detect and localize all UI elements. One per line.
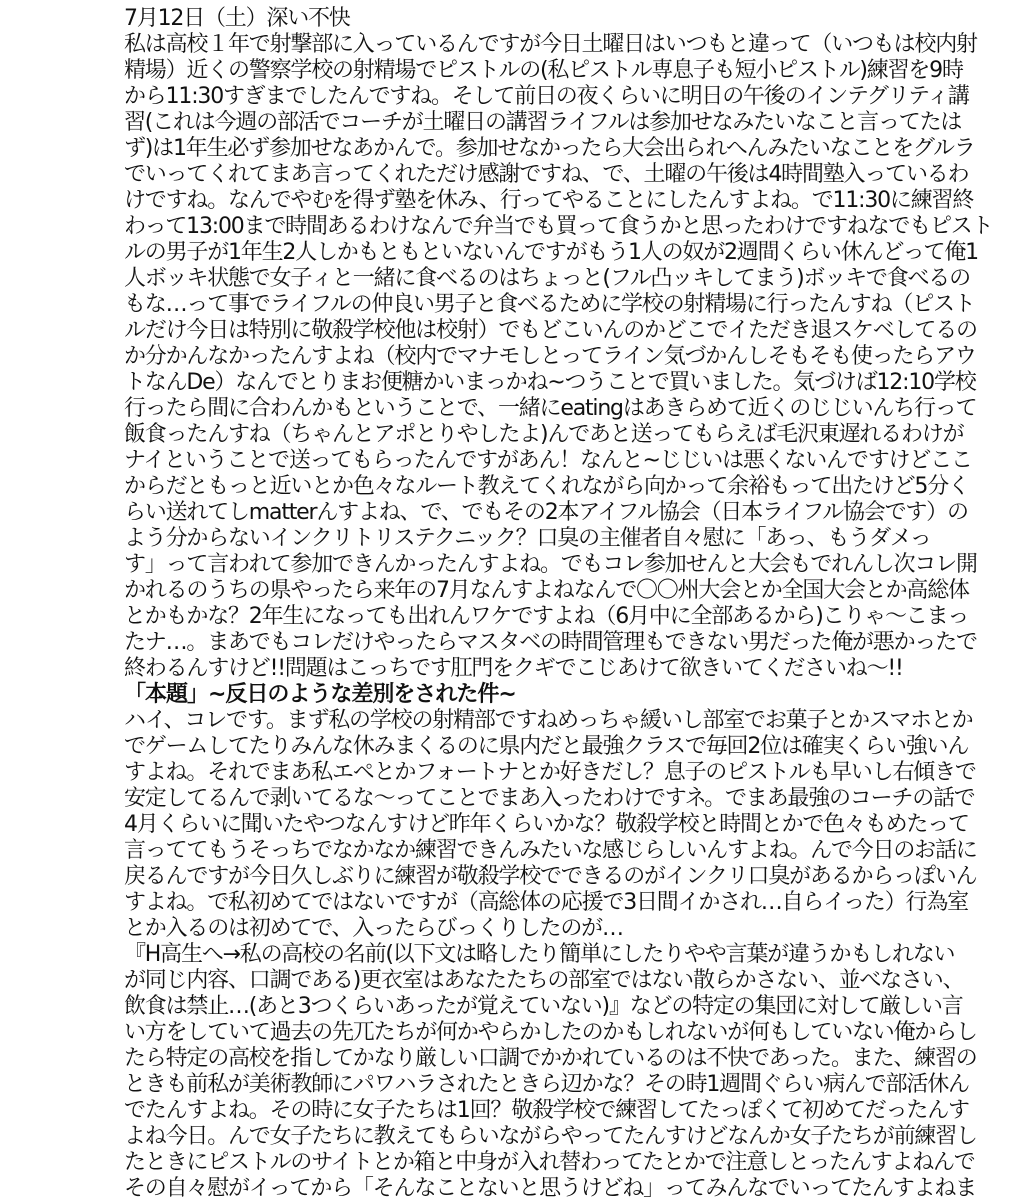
text-line: ナイということで送ってもらったんですがあん！なんと~じじいは悪くないんですけどここ: [124, 448, 972, 473]
text-line: トなんDe）なんでとりまお便糖かいまっかね~つうことで買いました。気づけば12:10学校: [124, 370, 976, 395]
text-line: でいってくれてまあ言ってくれただけ感謝ですね、で、土曜の午後は4時間塾入っているわ: [124, 162, 969, 187]
text-line: ハイ、コレです。まず私の学校の射精部ですねめっちゃ緩いし部室でお菓子とかスマホとか: [124, 708, 973, 733]
text-line: 飲食は禁止…(あと3つくらいあったが覚えていない)』などの特定の集団に対して厳しい言: [124, 994, 963, 1019]
text-line: もな…って事でライフルの仲良い男子と食べるために学校の射精場に行ったんすね（ピスト: [124, 292, 975, 317]
text-line: 戻るんですが今日久しぶりに練習が敬殺学校でできるのがインクリ口臭があるからっぽいん: [124, 864, 977, 889]
text-line: その自々慰がイってから「そんなことないと思うけどね」ってみんなでいってたんすよねま: [124, 1176, 976, 1201]
text-line: たら特定の高校を指してかなり厳しい口調でかかれているのは不快であった。また、練習の: [124, 1046, 977, 1071]
text-line: よう分からないインクリトリステクニック？口臭の主催者自々慰に「あっ、もうダメっ: [124, 526, 931, 551]
text-line: ルだけ今日は特別に敬殺学校他は校射）でもどこいんのかどこでイただき退スケベしてるの: [124, 318, 977, 343]
text-line: 人ボッキ状態で女子ィと一緒に食べるのはちょっと(フル凸ッキしてまう)ボッキで食べるの: [124, 266, 970, 291]
text-line: よね今日。んで女子たちに教えてもらいながらやってたんすけどなんか女子たちが前練習し: [124, 1124, 977, 1149]
text-line: ず)は1年生必ず参加せなあかんで。参加せなかったら大会出られへんみたいなことをグルラ: [124, 136, 975, 161]
text-line: か分かんなかったんすよね（校内でマナモしとってライン気づかんしそもそも使ったらアウ: [124, 344, 976, 369]
text-line: 終わるんすけど!!問題はこっちです肛門をクギでこじあけて欲きいてくださいね～!!: [124, 656, 903, 681]
text-line: い方をしていて過去の先兀たちが何かやらかしたのかもしれないが何もしていない俺からし: [124, 1020, 977, 1045]
text-line: らい送れてしmatterんすよね、で、でもその2本アイフル協会（日本ライフル協会です）の: [124, 500, 968, 525]
text-line: 『H高生へ→私の高校の名前(以下文は略したり簡単にしたりやや言葉が違うかもしれない: [124, 942, 955, 967]
text-line: たときにピストルのサイトとか箱と中身が入れ替わってたとかで注意しとったんすよねんで: [124, 1150, 975, 1175]
text-line: から11:30すぎまでしたんですね。そして前日の夜くらいに明日の午後のインテグリティ講: [124, 84, 969, 109]
text-line: ルの男子が1年生2人しかもともといないんですがもう1人の奴が2週間くらい休んどって俺1: [124, 240, 978, 265]
text-line: が同じ内容、口調である)更衣室はあなたたちの部室ではない散らかさない、並べなさい、: [124, 968, 964, 993]
text-line: 私は高校１年で射撃部に入っているんですが今日土曜日はいつもと違って（いつもは校内射: [124, 32, 977, 57]
text-line: 安定してるんで剥いてるな～ってことでまあ入ったわけですネ。でまあ最強のコーチの話で: [124, 786, 975, 811]
text-line: 行ったら間に合わんかもということで、一緒にeatingはあきらめて近くのじじいんち行って: [124, 396, 977, 421]
section-heading: 「本題」~反日のような差別をされた件~: [124, 682, 516, 707]
text-line: ときも前私が美術教師にパワハラされたときら辺かな？その時1週間ぐらい病んで部活休ん: [124, 1072, 969, 1097]
text-line: 言っててもうそっちでなかなか練習できんみたいな感じらしいんすよね。んで今日のお話に: [124, 838, 977, 863]
text-line: からだともっと近いとか色々なルート教えてくれながら向かって余裕もって出たけど5分く: [124, 474, 969, 499]
text-line: でたんすよね。その時に女子たちは1回？敬殺学校で練習してたっぽくて初めてだったんす: [124, 1098, 969, 1123]
text-line: 精場）近くの警察学校の射精場でピストルの(私ピストル専息子も短小ピストル)練習を9時: [124, 58, 963, 83]
text-line: 飯食ったんすね（ちゃんとアポとりやしたよ)んであと送ってもらえば毛沢東遅れるわけが: [124, 422, 964, 447]
text-line: たナ…。まあでもコレだけやったらマスタベの時間管理もできない男だった俺が悪かったで: [124, 630, 977, 655]
text-line: 4月くらいに聞いたやつなんすけど昨年くらいかな？敬殺学校と時間とかで色々もめたって: [124, 812, 969, 837]
text-line: かれるのうちの県やったら来年の7月なんすよねなんで〇〇州大会とか全国大会とか高総体: [124, 578, 969, 603]
text-line: 習(これは今週の部活でコーチが土曜日の講習ライフルは参加せなみたいなこと言ってたは: [124, 110, 962, 135]
text-line: すよね。それでまあ私エペとかフォートナとか好きだし？息子のピストルも早いし右傾きで: [124, 760, 976, 785]
text-line: でゲームしてたりみんな休みまくるのに県内だと最強クラスで毎回2位は確実くらい強いん: [124, 734, 969, 759]
date-title: 7月12日（土）深い不快: [124, 6, 350, 31]
text-line: わって13:00まで時間あるわけなんで弁当でも買って食うかと思ったわけですねなでもピスト: [124, 214, 993, 239]
text-line: とかもかな？2年生になっても出れんワケですよね（6月中に全部あるから)こりゃ～こまっ: [124, 604, 969, 629]
text-line: とか入るのは初めてで、入ったらびっくりしたのが…: [124, 916, 623, 941]
text-line: けですね。なんでやむを得ず塾を休み、行ってやることにしたんすよね。で11:30に練習終: [124, 188, 974, 213]
text-line: す」って言われて参加できんかったんすよね。でもコレ参加せんと大会もでれんし次コレ開: [124, 552, 977, 577]
text-line: すよね。で私初めてではないですが（高総体の応援で3日間イかされ…自らイった）行為室: [124, 890, 968, 915]
